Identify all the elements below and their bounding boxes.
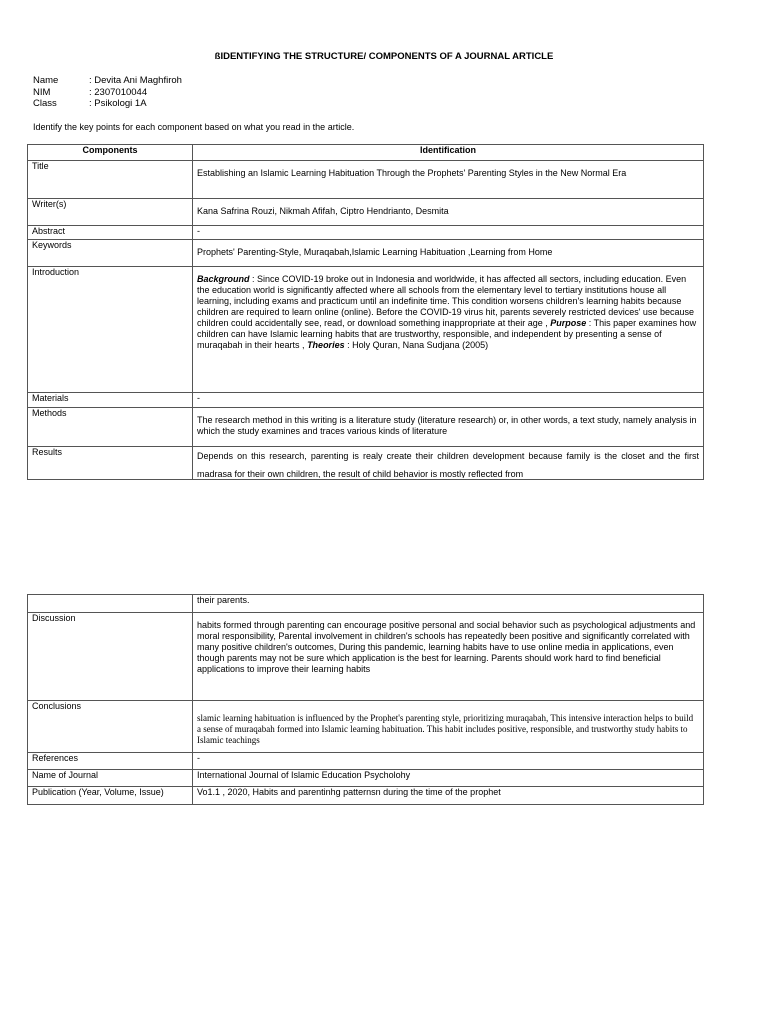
components-header: Components [28, 145, 193, 161]
writers-value: Kana Safrina Rouzi, Nikmah Afifah, Ciptro Hendrianto, Desmita [193, 199, 704, 226]
keywords-value: Prophets' Parenting-Style, Muraqabah,Islamic Learning Habituation ,Learning from Home [193, 240, 704, 267]
references-label: References [28, 753, 193, 770]
results-text: Depends on this research, parenting is realy create their children development because family is the closet and the first madrasa for their own children, the result of child behavior is mostly reflected from [197, 451, 699, 478]
references-row [28, 753, 704, 770]
class-label: Class [33, 98, 57, 109]
conclusions-label: Conclusions [28, 701, 193, 753]
methods-value: The research method in this writing is a literature study (literature research) or, in other words, a text study, namely analysis in which the study examines and traces various kinds of literature [193, 408, 704, 447]
theories-text: : Holy Quran, Nana Sudjana (2005) [344, 340, 489, 350]
results-value [193, 447, 704, 480]
journal-value: International Journal of Islamic Education Psycholohy [193, 770, 704, 787]
publication-row [28, 787, 704, 805]
publication-value: Vo1.1 , 2020, Habits and parentinhg patternsn during the time of the prophet [193, 787, 704, 805]
methods-row [28, 408, 704, 447]
results-label: Results [28, 447, 193, 480]
discussion-row [28, 613, 704, 701]
class-value: : Psikologi 1A [89, 98, 147, 109]
name-label: Name [33, 75, 59, 86]
title-row [28, 161, 704, 199]
discussion-value: habits formed through parenting can encourage positive personal and social behavior such as psychological adjustments and moral responsibility, Parental involvement in children's schools has repeatedly been positive and significantly correlated with many positive children's outcomes, During this pandemic, learning habits have to use online media in applications, even though parents may not be sure which application is the best for learning. Parents should work hard to find beneficial applications to improve their learning habits [193, 613, 704, 701]
discussion-label: Discussion [28, 613, 193, 701]
introduction-row [28, 267, 704, 393]
components-table-page-2 [27, 594, 704, 805]
components-table-page-1 [27, 144, 704, 480]
keywords-label: Keywords [28, 240, 193, 267]
title-value: Establishing an Islamic Learning Habituation Through the Prophets' Parenting Styles in the New Normal Era [193, 161, 704, 199]
results-continued-row [28, 595, 704, 613]
results-row [28, 447, 704, 480]
background-text: : Since COVID-19 broke out in Indonesia and worldwide, it has affected all sectors, including education. Even the education world is significantly affected where all schools from the elementary level to tertiary institutions house all learning, including exams and practicum until an indefinite time. This condition worsens children's learning habits because children are required to learn online (online). Before the COVID-19 virus hit, parents severely restricted devices' use because children could accidentally see, read, or download something inappropriate at their age , [197, 274, 694, 328]
purpose-text: : This paper examines how children can have Islamic learning habits that are trustworthy, responsible, and independent by presenting a sense of muraqabah in their hearts , [197, 318, 697, 350]
publication-label: Publication (Year, Volume, Issue) [28, 787, 193, 805]
conclusions-value: slamic learning habituation is influenced by the Prophet's parenting style, prioritizing muraqabah, This intensive interaction helps to build a sense of muraqabah formed into Islamic learning habituation. This habit includes positive, responsible, and trustworthy study habits to Islamic teachings [193, 701, 704, 753]
abstract-row [28, 226, 704, 240]
header-row [28, 145, 704, 161]
student-info [33, 75, 182, 110]
nim-row [33, 87, 182, 99]
methods-label: Methods [28, 408, 193, 447]
abstract-value: - [193, 226, 704, 240]
keywords-row [28, 240, 704, 267]
references-value: - [193, 753, 704, 770]
document-title: ßIDENTIFYING THE STRUCTURE/ COMPONENTS OF A JOURNAL ARTICLE [214, 51, 554, 62]
nim-label: NIM [33, 86, 51, 98]
results-continued-label [28, 595, 193, 613]
background-label: Background [197, 274, 250, 284]
introduction-label: Introduction [28, 267, 193, 393]
results-continued-value: their parents. [193, 595, 704, 613]
name-value: : Devita Ani Maghfiroh [89, 75, 182, 86]
materials-label: Materials [28, 393, 193, 408]
journal-label: Name of Journal [28, 770, 193, 787]
theories-label: Theories [307, 340, 345, 350]
journal-row [28, 770, 704, 787]
nim-value: : 2307010044 [89, 86, 148, 98]
writers-row [28, 199, 704, 226]
writers-label: Writer(s) [28, 199, 193, 226]
class-row [33, 98, 182, 110]
materials-row [28, 393, 704, 408]
instruction-text: Identify the key points for each component based on what you read in the article. [33, 122, 355, 132]
abstract-label: Abstract [28, 226, 193, 240]
materials-value: - [193, 393, 704, 408]
introduction-value [193, 267, 704, 393]
title-label: Title [28, 161, 193, 199]
identification-header: Identification [193, 145, 704, 161]
conclusions-row [28, 701, 704, 753]
purpose-label: Purpose [550, 318, 587, 328]
name-row [33, 75, 182, 87]
